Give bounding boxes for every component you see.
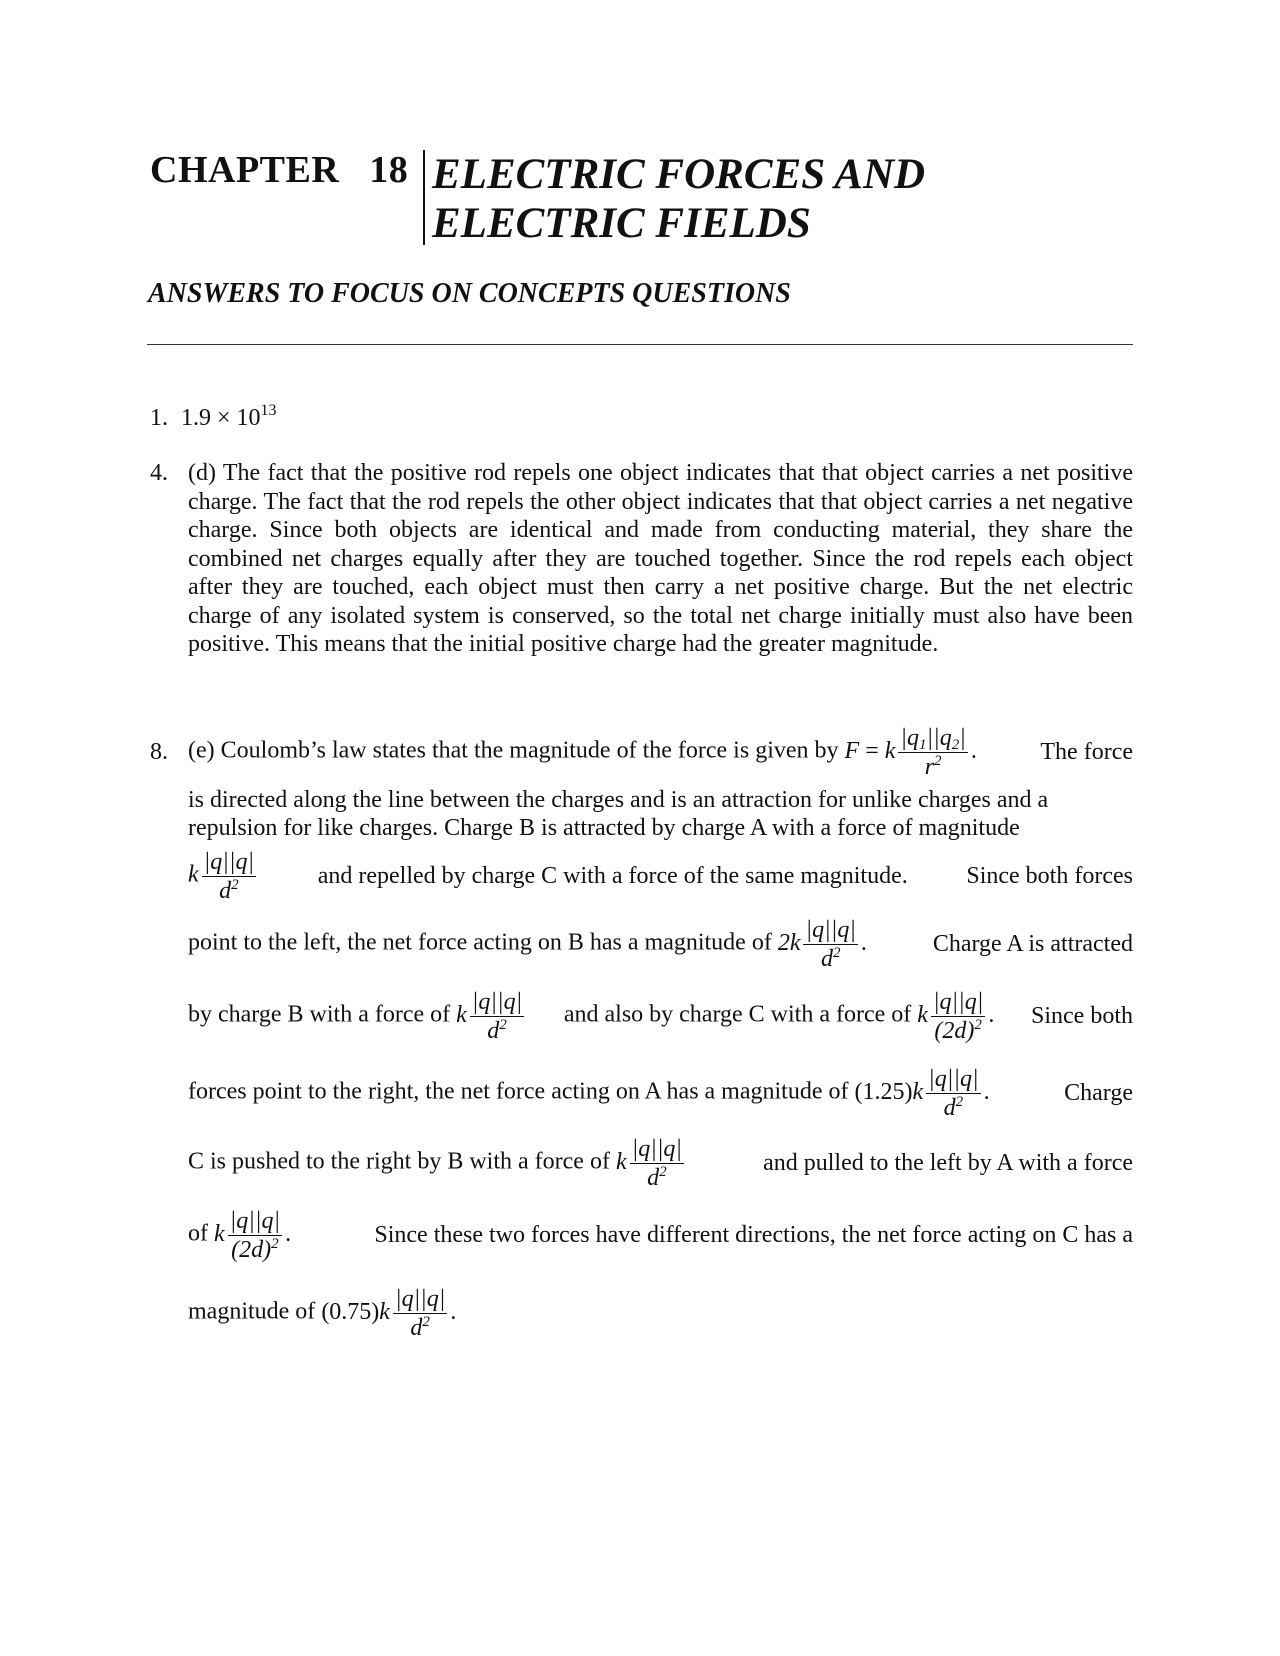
- section-heading: ANSWERS TO FOCUS ON CONCEPTS QUESTIONS: [148, 278, 791, 309]
- horizontal-rule: [147, 344, 1133, 345]
- answer-8-line-4: k $\frac{|q||q|}{d^2}$ and repelled by charge C with a force of the same magnitude. Since both forces: [188, 849, 1133, 904]
- answer-1-value: [181, 404, 277, 433]
- force-expression: k $\frac{|q||q|}{d^2}$: [456, 989, 523, 1044]
- answer-8-line-10: magnitude of (0.75)k $\frac{|q||q|}{d^2}$ .: [188, 1286, 457, 1341]
- answer-8-text: (e) Coulomb’s law states that the magnitude of the force is given by F = k $\frac{|q_1||q_2|}{r^2}$ .: [188, 725, 977, 780]
- chapter-label: [150, 148, 408, 192]
- chapter-number: 18: [369, 149, 409, 191]
- fraction: $\frac{|q_1||q_2|}{r^2}$: [900, 725, 966, 780]
- answer-8-line-3: repulsion for like charges. Charge B is attracted by charge A with a force of magnitude: [188, 815, 1020, 841]
- net-force-c: (0.75)k $\frac{|q||q|}{d^2}$ .: [321, 1286, 457, 1341]
- answer-number: 1.: [150, 405, 168, 431]
- force-expression: k $\frac{|q||q|}{d^2}$: [188, 849, 255, 904]
- force-expression-2d: k $\frac{|q||q|}{(2d)^2}$ .: [917, 989, 995, 1044]
- net-force-a: (1.25)k $\frac{|q||q|}{d^2}$ .: [854, 1066, 990, 1121]
- answer-8-line-7: forces point to the right, the net force acting on A has a magnitude of (1.25)k $\frac{|q||q|}{d^2}$ . Charge: [188, 1066, 1133, 1121]
- chapter-title-line-2: ELECTRIC FIELDS: [432, 200, 811, 247]
- answer-8-line-2: is directed along the line between the charges and is an attraction for unlike charges and a: [188, 787, 1049, 813]
- coulomb-law-formula: F = k $\frac{|q_1||q_2|}{r^2}$ .: [844, 725, 977, 780]
- answer-8-line-9: of k $\frac{|q||q|}{(2d)^2}$ . Since these two forces have different directions, the net force acting on C has a: [188, 1208, 1133, 1263]
- force-expression: k $\frac{|q||q|}{d^2}$: [615, 1136, 683, 1191]
- answer-4: [150, 459, 1133, 659]
- answer-8-line-5: point to the left, the net force acting on B has a magnitude of 2k $\frac{|q||q|}{d^2}$ . Charge A is attracted: [188, 917, 1133, 972]
- answer-8-line-6: by charge B with a force of k $\frac{|q||q|}{d^2}$ and also by charge C with a force of k $\frac{|q||q|}{(2d)^2}$ . Since both: [188, 989, 1133, 1044]
- answer-1-mantissa: 1.9 × 10: [181, 405, 261, 431]
- chapter-divider: [423, 150, 425, 245]
- answer-4-text: (d) The fact that the positive rod repels one object indicates that that object carries a net positive charge. The fact that the rod repels the other object indicates that that object carries a net negative charge. Since both objects are identical and made from conducting material, they share the combined net charges equally after they are touched together. Since the rod repels each object after they are touched, each object must then carry a net positive charge. But the net electric charge of any isolated system is conserved, so the total net charge initially must also have been positive. This means that the initial positive charge had the greater magnitude.: [188, 460, 1133, 657]
- net-force-b: 2k $\frac{|q||q|}{d^2}$ .: [777, 917, 867, 972]
- chapter-word: CHAPTER: [150, 149, 340, 191]
- answer-8-line-1: (e) Coulomb’s law states that the magnitude of the force is given by F = k $\frac{|q_1||q_2|}{r^2}$ . The force: [188, 725, 1133, 780]
- force-expression-2d: k $\frac{|q||q|}{(2d)^2}$ .: [214, 1208, 292, 1263]
- chapter-title-line-1: ELECTRIC FORCES AND: [432, 151, 926, 198]
- chapter-title: [432, 150, 925, 248]
- answer-8-number: 8.: [150, 739, 168, 765]
- answer-1-exponent: 13: [260, 402, 277, 419]
- answer-8-line-8: C is pushed to the right by B with a force of k $\frac{|q||q|}{d^2}$ and pulled to the left by A with a force: [188, 1136, 1133, 1191]
- answer-number: 4.: [150, 460, 168, 486]
